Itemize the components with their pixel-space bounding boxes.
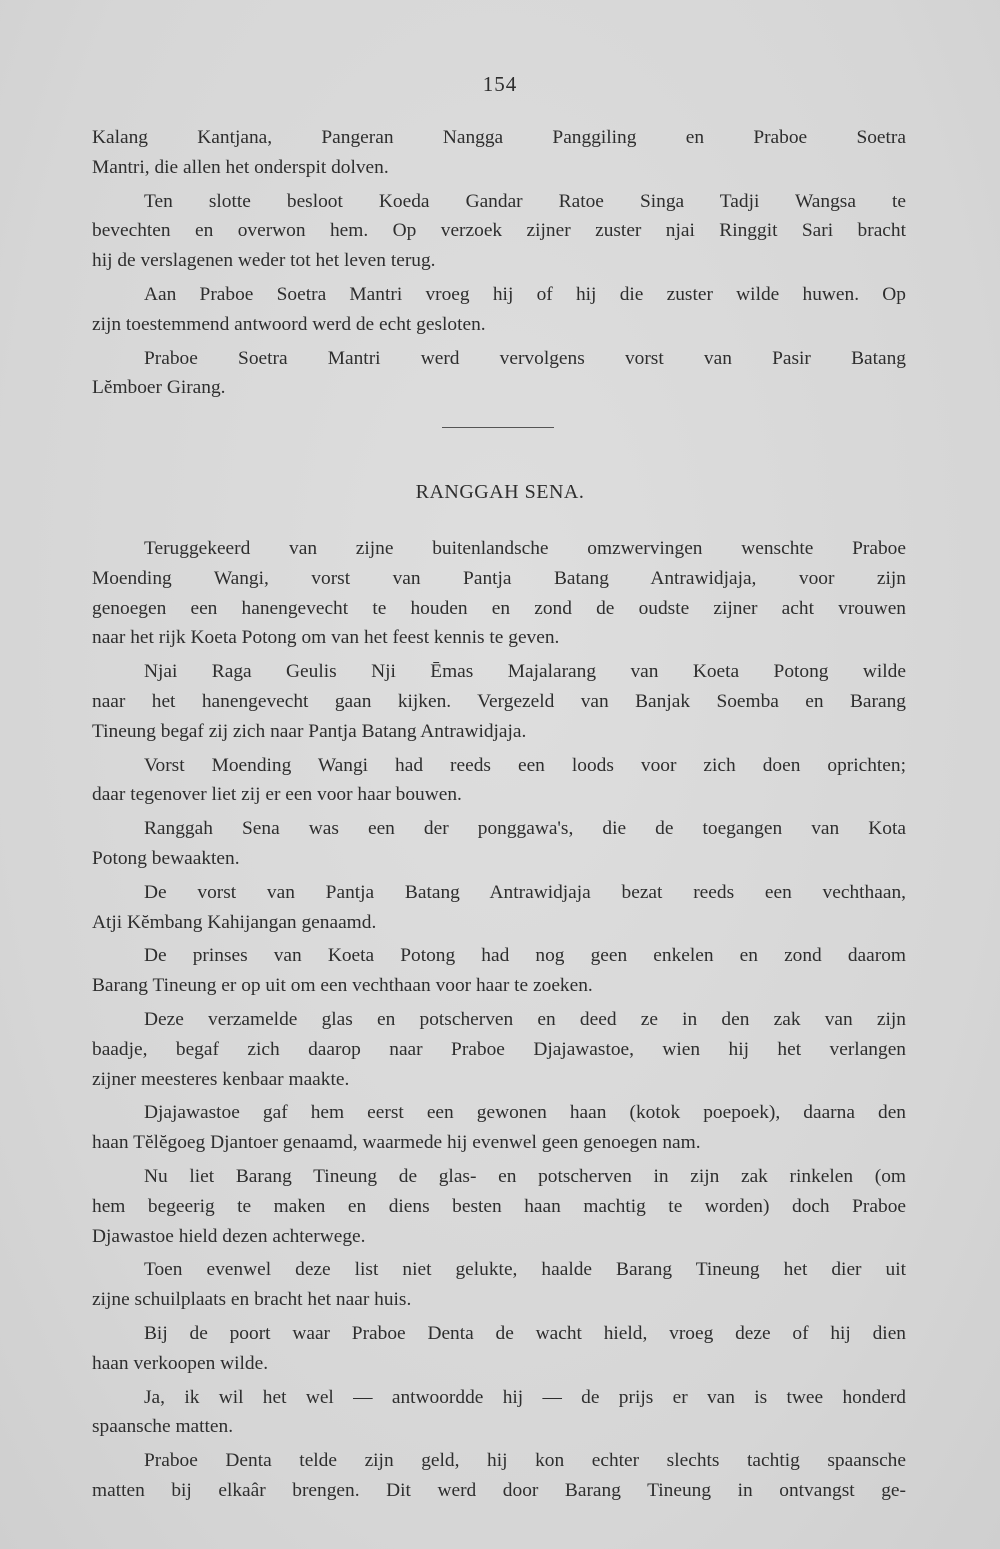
text-line — [92, 310, 906, 340]
text-line — [92, 780, 906, 810]
text-line — [92, 1098, 906, 1128]
line-text: spaansche matten. — [92, 1416, 234, 1438]
line-text: matten bij elkaâr brengen. Dit werd door Barang Tineung in ontvangst ge- — [92, 1479, 906, 1501]
text-line — [92, 941, 906, 971]
text-line — [92, 687, 906, 717]
text-line — [92, 1005, 906, 1035]
text-line — [92, 717, 906, 747]
line-text: Lĕmboer Girang. — [92, 377, 226, 399]
text-line — [92, 1349, 906, 1379]
line-text: Kalang Kantjana, Pangeran Nangga Panggiling en Praboe Soetra — [92, 127, 906, 148]
text-line — [92, 751, 906, 781]
text-line — [92, 216, 906, 246]
line-text: hem begeerig te maken en diens besten haan machtig te worden) doch Praboe — [92, 1195, 906, 1217]
text-line — [92, 373, 906, 403]
line-text: Ja, ik wil het wel — antwoordde hij — de prijs er van is twee honderd — [144, 1386, 906, 1408]
text-line — [92, 123, 906, 153]
line-text: Atji Kĕmbang Kahijangan genaamd. — [92, 911, 377, 933]
line-text: zijner meesteres kenbaar maakte. — [92, 1068, 350, 1090]
text-line — [92, 908, 906, 938]
line-text: Praboe Denta telde zijn geld, hij kon echter slechts tachtig spaansche — [144, 1450, 906, 1472]
text-line — [92, 1285, 906, 1315]
text-line — [92, 971, 906, 1001]
line-text: Moending Wangi, vorst van Pantja Batang Antrawidjaja, voor zijn — [92, 567, 906, 589]
line-text: baadje, begaf zich daarop naar Praboe Djajawastoe, wien hij het verlangen — [92, 1038, 906, 1060]
text-line — [92, 594, 906, 624]
line-text: Praboe Soetra Mantri werd vervolgens vorst van Pasir Batang — [144, 347, 906, 369]
text-line — [92, 1065, 906, 1095]
line-text: naar het hanengevecht gaan kijken. Vergezeld van Banjak Soemba en Barang — [92, 690, 906, 712]
line-text: Mantri, die allen het onderspit dolven. — [92, 156, 389, 178]
text-line — [92, 1476, 906, 1506]
text-line — [92, 844, 906, 874]
line-text: Bij de poort waar Praboe Denta de wacht hield, vroeg deze of hij dien — [144, 1322, 906, 1344]
line-text: daar tegenover liet zij er een voor haar bouwen. — [92, 784, 462, 806]
text-line — [92, 1192, 906, 1222]
line-text: De prinses van Koeta Potong had nog geen enkelen en zond daarom — [144, 945, 906, 967]
line-text: Djajawastoe gaf hem eerst een gewonen haan (kotok poepoek), daarna den — [144, 1102, 906, 1124]
text-line — [92, 1412, 906, 1442]
text-line — [92, 1222, 906, 1252]
line-text: Aan Praboe Soetra Mantri vroeg hij of hij die zuster wilde huwen. Op — [144, 283, 906, 305]
line-text: genoegen een hanengevecht te houden en zond de oudste zijner acht vrouwen — [92, 597, 906, 619]
line-text: Barang Tineung er op uit om een vechthaan voor haar te zoeken. — [92, 975, 593, 997]
line-text: zijne schuilplaats en bracht het naar huis. — [92, 1289, 412, 1311]
line-text: Njai Raga Geulis Nji Ēmas Majalarang van Koeta Potong wilde — [144, 661, 906, 683]
text-line — [92, 187, 906, 217]
section-heading: RANGGAH SENA. — [415, 481, 585, 503]
text-line — [92, 246, 906, 276]
text-line — [92, 153, 906, 183]
line-text: Tineung begaf zij zich naar Pantja Batang Antrawidjaja. — [92, 720, 527, 742]
text-line — [92, 344, 906, 374]
line-text: hij de verslagenen weder tot het leven terug. — [92, 250, 436, 272]
text-line — [92, 564, 906, 594]
line-text: haan verkoopen wilde. — [92, 1352, 269, 1374]
main-text-block — [92, 534, 906, 1506]
line-text: naar het rijk Koeta Potong om van het feest kennis te geven. — [92, 627, 560, 649]
text-line — [92, 1319, 906, 1349]
text-line — [92, 534, 906, 564]
line-text: Djawastoe hield dezen achterwege. — [92, 1225, 366, 1247]
line-text: bevechten en overwon hem. Op verzoek zijner zuster njai Ringgit Sari bracht — [92, 220, 906, 242]
line-text: Deze verzamelde glas en potscherven en deed ze in den zak van zijn — [144, 1008, 906, 1030]
text-line — [92, 1035, 906, 1065]
text-line — [92, 1446, 906, 1476]
top-text-block — [92, 123, 906, 403]
text-line — [92, 1128, 906, 1158]
line-text: zijn toestemmend antwoord werd de echt gesloten. — [92, 313, 486, 335]
text-line — [92, 1383, 906, 1413]
line-text: Teruggekeerd van zijne buitenlandsche omzwervingen wenschte Praboe — [144, 538, 906, 559]
line-text: Nu liet Barang Tineung de glas- en potscherven in zijn zak rinkelen (om — [144, 1165, 906, 1187]
text-line — [92, 280, 906, 310]
line-text: Ranggah Sena was een der ponggawa's, die de toegangen van Kota — [144, 818, 906, 840]
line-text: Potong bewaakten. — [92, 847, 240, 869]
text-line — [92, 1162, 906, 1192]
section-divider — [442, 427, 554, 428]
line-text: Vorst Moending Wangi had reeds een loods voor zich doen oprichten; — [144, 754, 906, 776]
line-text: Toen evenwel deze list niet gelukte, haalde Barang Tineung het dier uit — [144, 1259, 906, 1281]
text-line — [92, 1255, 906, 1285]
text-line — [92, 878, 906, 908]
text-line — [92, 814, 906, 844]
page-number: 154 — [482, 72, 518, 96]
text-line — [92, 657, 906, 687]
line-text: De vorst van Pantja Batang Antrawidjaja bezat reeds een vechthaan, — [144, 881, 906, 903]
line-text: Ten slotte besloot Koeda Gandar Ratoe Singa Tadji Wangsa te — [144, 190, 906, 212]
line-text: haan Tĕlĕgoeg Djantoer genaamd, waarmede hij evenwel geen genoegen nam. — [92, 1132, 701, 1154]
text-line — [92, 623, 906, 653]
